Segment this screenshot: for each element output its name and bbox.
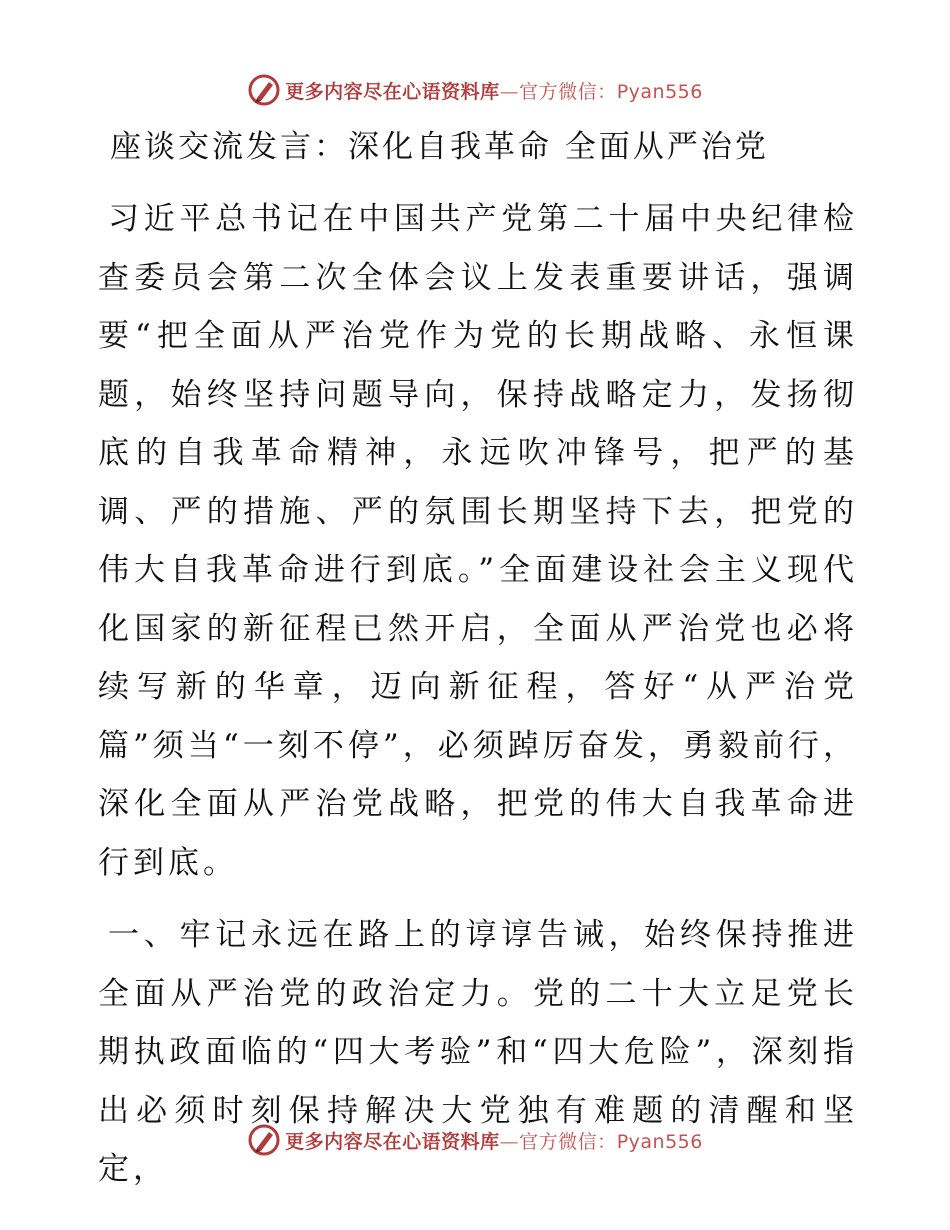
watermark-header	[0, 70, 950, 110]
watermark-brand: 更多内容尽在心语资料库	[285, 80, 500, 103]
watermark-channel: 官方微信：	[519, 80, 617, 103]
watermark-text	[285, 1127, 703, 1154]
pen-logo-icon	[247, 73, 281, 107]
paragraph-section-one: 一、牢记永远在路上的谆谆告诫，始终保持推进全面从严治党的政治定力。党的二十大立足党长期执政面临的“四大考验”和“四大危险”，深刻指出必须时刻保持解决大党独有难题的清醒和坚定，	[98, 917, 858, 1187]
document-title: 座谈交流发言：深化自我革命 全面从严治党	[110, 129, 769, 165]
pen-logo-icon	[247, 1123, 281, 1157]
watermark-text	[285, 77, 703, 104]
watermark-separator: —	[499, 80, 520, 103]
watermark-separator: —	[499, 1130, 520, 1153]
watermark-wechat-id: Pyan556	[616, 1130, 703, 1153]
watermark-channel: 官方微信：	[519, 1130, 617, 1153]
paragraph-intro: 习近平总书记在中国共产党第二十届中央纪律检查委员会第二次全体会议上发表重要讲话，强调要“把全面从严治党作为党的长期战略、永恒课题，始终坚持问题导向，保持战略定力，发扬彻底的自我革命精神，永远吹冲锋号，把严的基调、严的措施、严的氛围长期坚持下去，把党的伟大自我革命进行到底。”全面建设社会主义现代化国家的新征程已然开启，全面从严治党也必将续写新的华章，迈向新征程，答好“从严治党篇”须当“一刻不停”，必须踔厉奋发，勇毅前行，深化全面从严治党战略，把党的伟大自我革命进行到底。	[98, 201, 858, 881]
watermark-footer	[0, 1120, 950, 1160]
watermark-wechat-id: Pyan556	[616, 80, 703, 103]
document-body	[98, 118, 858, 1199]
watermark-brand: 更多内容尽在心语资料库	[285, 1130, 500, 1153]
